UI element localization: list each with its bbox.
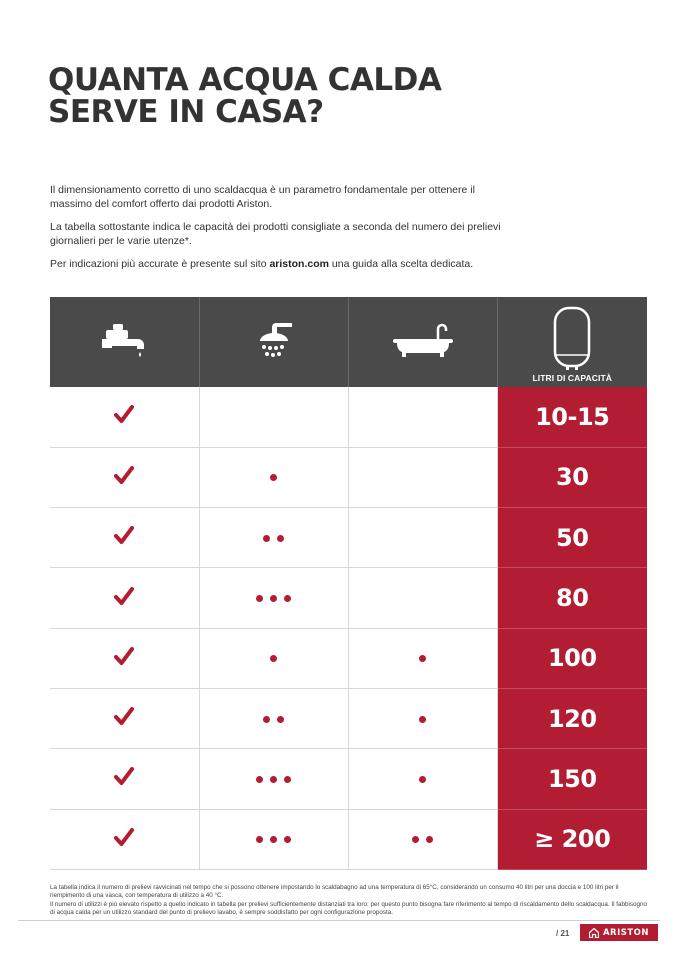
header-vasca (348, 297, 497, 387)
capacity-value: 120 (497, 688, 647, 748)
usage-dot (412, 836, 419, 843)
check-icon (114, 706, 134, 726)
usage-dots (419, 716, 426, 723)
house-icon (589, 928, 599, 938)
capacity-value: 50 (497, 508, 647, 568)
cell-doccia (199, 688, 348, 748)
usage-dot (419, 655, 426, 662)
cell-doccia (199, 508, 348, 568)
table-row (50, 688, 647, 748)
usage-dots (419, 655, 426, 662)
cell-doccia (199, 387, 348, 447)
table-body (50, 387, 647, 869)
usage-dot (270, 474, 277, 481)
capacity-value: 100 (497, 628, 647, 688)
usage-dots (256, 776, 291, 783)
footnote-1: La tabella indica il numero di prelievi ravvicinati nel tempo che si possono ottenere impostando lo scaldabagno ad una temperatura di 65°C, considerando un consumo 40 litri per una doccia e 100 litri per il riempimento di una vasca, con temperatura di utilizzo a 40 °C. (50, 884, 619, 900)
cell-doccia (199, 568, 348, 628)
cell-vasca (348, 809, 497, 869)
usage-dot (263, 716, 270, 723)
ariston-logo (580, 924, 658, 941)
cell-doccia (199, 628, 348, 688)
water-heater-icon (552, 305, 592, 371)
usage-dot (270, 776, 277, 783)
capacity-value: 30 (497, 447, 647, 507)
usage-dots (419, 776, 426, 783)
usage-dot (270, 836, 277, 843)
website-link[interactable]: ariston.com (269, 258, 329, 270)
usage-dot (284, 836, 291, 843)
usage-dot (256, 836, 263, 843)
cell-doccia (199, 447, 348, 507)
intro-paragraph-1: Il dimensionamento corretto di uno scaldacqua è un parametro fondamentale per ottenere il massimo del comfort offerto dai prodotti Ariston. (50, 184, 475, 210)
cell-vasca (348, 628, 497, 688)
intro-text (50, 183, 510, 280)
usage-dot (426, 836, 433, 843)
cell-lavabo (50, 628, 199, 688)
faucet-icon (100, 320, 148, 360)
usage-dot (419, 716, 426, 723)
capacity-value: ≥ 200 (497, 809, 647, 869)
cell-vasca (348, 508, 497, 568)
header-lavabo (50, 297, 199, 387)
usage-dots (256, 595, 291, 602)
usage-dot (270, 655, 277, 662)
header-doccia (199, 297, 348, 387)
usage-dot (270, 595, 277, 602)
usage-dot (256, 595, 263, 602)
footer-divider (18, 920, 660, 921)
check-icon (114, 404, 134, 424)
cell-lavabo (50, 508, 199, 568)
cell-vasca (348, 568, 497, 628)
usage-dots (270, 655, 277, 662)
table-row (50, 447, 647, 507)
intro-paragraph-2: La tabella sottostante indica le capacità dei prodotti consigliate a seconda del numero dei prelievi giornalieri per le varie utenze*. (50, 221, 501, 247)
usage-dots (263, 535, 284, 542)
usage-dot (284, 595, 291, 602)
cell-lavabo (50, 568, 199, 628)
usage-dot (277, 716, 284, 723)
capacity-table (50, 297, 647, 870)
intro-paragraph-3 (50, 257, 510, 271)
cell-doccia (199, 809, 348, 869)
brand-name: ARISTON (602, 927, 650, 938)
shower-icon (250, 319, 298, 361)
check-icon (114, 525, 134, 545)
table-row (50, 568, 647, 628)
usage-dots (270, 474, 277, 481)
cell-vasca (348, 387, 497, 447)
capacity-value: 10-15 (497, 387, 647, 447)
cell-vasca (348, 688, 497, 748)
page-number: / 21 (556, 929, 570, 938)
cell-vasca (348, 447, 497, 507)
check-icon (114, 465, 134, 485)
cell-lavabo (50, 387, 199, 447)
usage-dot (263, 535, 270, 542)
usage-dot (256, 776, 263, 783)
bathtub-icon (392, 321, 454, 359)
cell-lavabo (50, 749, 199, 809)
table-row (50, 508, 647, 568)
cell-doccia (199, 749, 348, 809)
capacity-value: 80 (497, 568, 647, 628)
header-capacita (497, 297, 647, 387)
footnotes (50, 884, 650, 917)
page-title (48, 64, 608, 128)
usage-dot (419, 776, 426, 783)
usage-dot (277, 535, 284, 542)
table-row (50, 628, 647, 688)
table-row (50, 749, 647, 809)
usage-dot (284, 776, 291, 783)
intro-p3-after: una guida alla scelta dedicata. (328, 258, 474, 270)
intro-p3-before: Per indicazioni più accurate è presente sul sito (50, 258, 270, 270)
capacity-header-label: LITRI DI CAPACITÀ (532, 373, 612, 383)
check-icon (114, 586, 134, 606)
capacity-value: 150 (497, 749, 647, 809)
check-icon (114, 646, 134, 666)
cell-lavabo (50, 688, 199, 748)
cell-lavabo (50, 447, 199, 507)
check-icon (114, 827, 134, 847)
table-row (50, 387, 647, 447)
footnote-2: Il numero di utilizzi è più elevato rispetto a quello indicato in tabella per prelievi sufficientemente distanziati tra loro: per questo punto bisogna fare riferimento al tempo di riscaldamento dello scaldacqua. Il fabbisogno di acqua calda per un utilizzo standard del punto di prelievo lavabo, è sempre soddisfatto per ogni configurazione proposta. (50, 900, 648, 916)
title-line-1: QUANTA ACQUA CALDA (48, 62, 442, 98)
usage-dots (263, 716, 284, 723)
table-header-row (50, 297, 647, 387)
cell-vasca (348, 749, 497, 809)
usage-dots (256, 836, 291, 843)
cell-lavabo (50, 809, 199, 869)
check-icon (114, 766, 134, 786)
table-row (50, 809, 647, 869)
title-line-2: SERVE IN CASA? (48, 94, 324, 130)
usage-dots (412, 836, 433, 843)
